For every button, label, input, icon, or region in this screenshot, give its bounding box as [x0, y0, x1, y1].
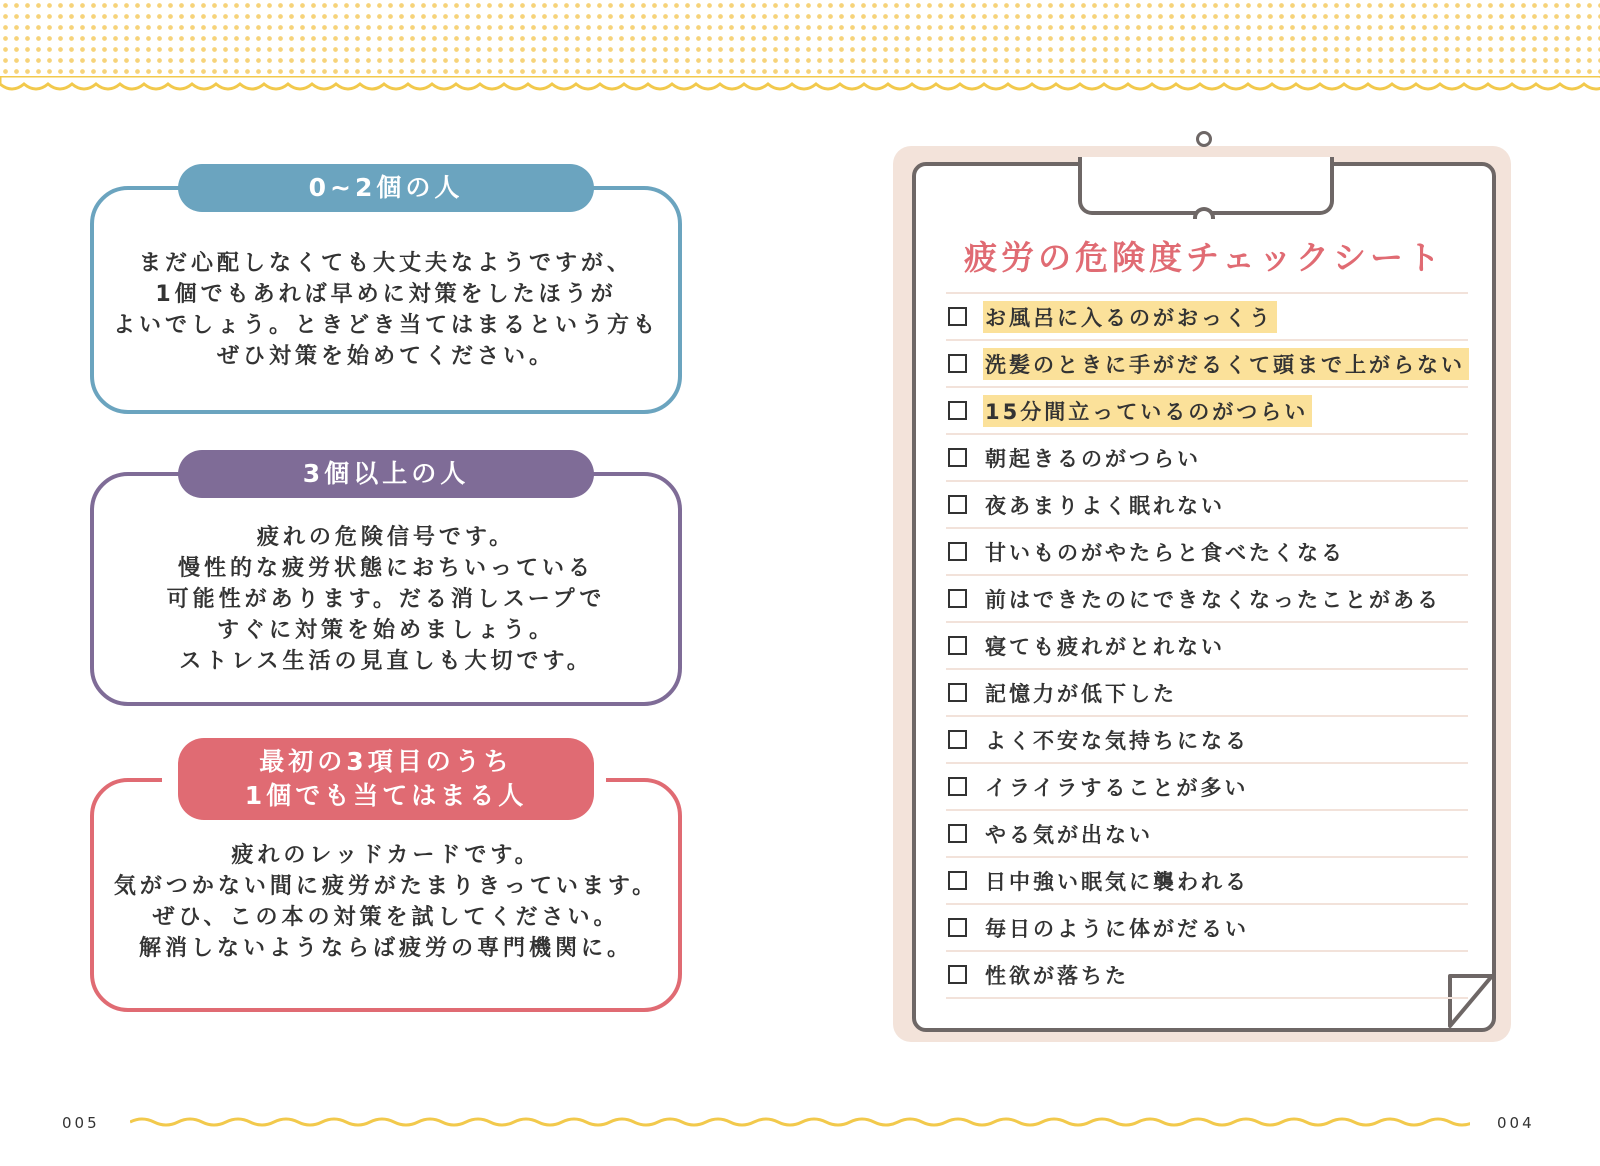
checklist-item [946, 717, 1468, 764]
checklist-item [946, 482, 1468, 529]
checklist-item [946, 905, 1468, 952]
checkbox[interactable] [948, 730, 967, 749]
checklist-item [946, 623, 1468, 670]
level-heading-low: 0~2個の人 [178, 164, 594, 212]
level-heading-critical: 最初の3項目のうち 1個でも当てはまる人 [178, 738, 594, 820]
checkbox[interactable] [948, 777, 967, 796]
checkbox[interactable] [948, 307, 967, 326]
checklist-item [946, 294, 1468, 341]
checkbox[interactable] [948, 589, 967, 608]
level-box-critical [90, 738, 682, 1012]
page-number-left: 005 [62, 1114, 100, 1132]
level-description-low: まだ心配しなくても大丈夫なようですが、 1個でもあれば早めに対策をしたほうが よいでしょう。ときどき当てはまるという方も ぜひ対策を始めてください。 [112, 251, 659, 369]
level-box-low [90, 164, 682, 414]
checklist-item [946, 388, 1468, 435]
checkbox[interactable] [948, 495, 967, 514]
checklist-item-label: よく不安な気持ちになる [985, 728, 1249, 753]
checklist-item-label: やる気が出ない [985, 822, 1153, 847]
checklist-item [946, 811, 1468, 858]
checkbox[interactable] [948, 636, 967, 655]
bottom-wave-border [130, 1114, 1470, 1130]
level-heading-high: 3個以上の人 [178, 450, 594, 498]
checklist-item [946, 952, 1468, 999]
level-description-critical: 疲れのレッドカードです。 気がつかない間に疲労がたまりきっています。 ぜひ、この本の対策を試してください。 解消しないようならば疲労の専門機関に。 [113, 843, 659, 961]
checklist-item-label: 毎日のように体がだるい [985, 916, 1249, 941]
checklist-item-label: 前はできたのにできなくなったことがある [985, 587, 1441, 612]
checkbox[interactable] [948, 965, 967, 984]
checkbox[interactable] [948, 401, 967, 420]
checklist-item [946, 670, 1468, 717]
checklist-item-label: 記憶力が低下した [985, 681, 1177, 706]
checklist-item-label: イライラすることが多い [985, 775, 1249, 800]
checkbox[interactable] [948, 448, 967, 467]
checklist-item [946, 341, 1468, 388]
checklist-item [946, 858, 1468, 905]
checklist-item-label: お風呂に入るのがおっくう [983, 301, 1277, 333]
checklist-item-label: 性欲が落ちた [985, 963, 1129, 988]
checklist-title: 疲労の危険度チェックシート [963, 238, 1444, 277]
page-number-right: 004 [1497, 1114, 1535, 1132]
checklist-item-label: 日中強い眠気に襲われる [985, 869, 1249, 894]
checklist-item-label: 甘いものがやたらと食べたくなる [985, 540, 1345, 565]
checklist-item-label: 朝起きるのがつらい [985, 446, 1201, 471]
top-wave-border [0, 76, 1600, 98]
checkbox[interactable] [948, 824, 967, 843]
checklist-item [946, 764, 1468, 811]
checklist-item [946, 529, 1468, 576]
checkbox[interactable] [948, 542, 967, 561]
checkbox[interactable] [948, 683, 967, 702]
checklist-item-label: 寝ても疲れがとれない [985, 634, 1225, 659]
checkbox[interactable] [948, 354, 967, 373]
level-description-high: 疲れの危険信号です。 慢性的な疲労状態におちいっている 可能性があります。だる消しスープで すぐに対策を始めましょう。 ストレス生活の見直しも大切です。 [166, 525, 606, 674]
checkbox[interactable] [948, 918, 967, 937]
checklist-item-label: 洗髪のときに手がだるくて頭まで上がらない [983, 348, 1469, 380]
level-box-high [90, 450, 682, 706]
checkbox[interactable] [948, 871, 967, 890]
clip-ring [1196, 131, 1212, 147]
checklist-item [946, 576, 1468, 623]
dot-pattern-band [0, 0, 1600, 84]
checklist-item-label: 夜あまりよく眠れない [985, 493, 1225, 518]
checklist-item [946, 435, 1468, 482]
checklist-item-label: 15分間立っているのがつらい [983, 395, 1312, 427]
